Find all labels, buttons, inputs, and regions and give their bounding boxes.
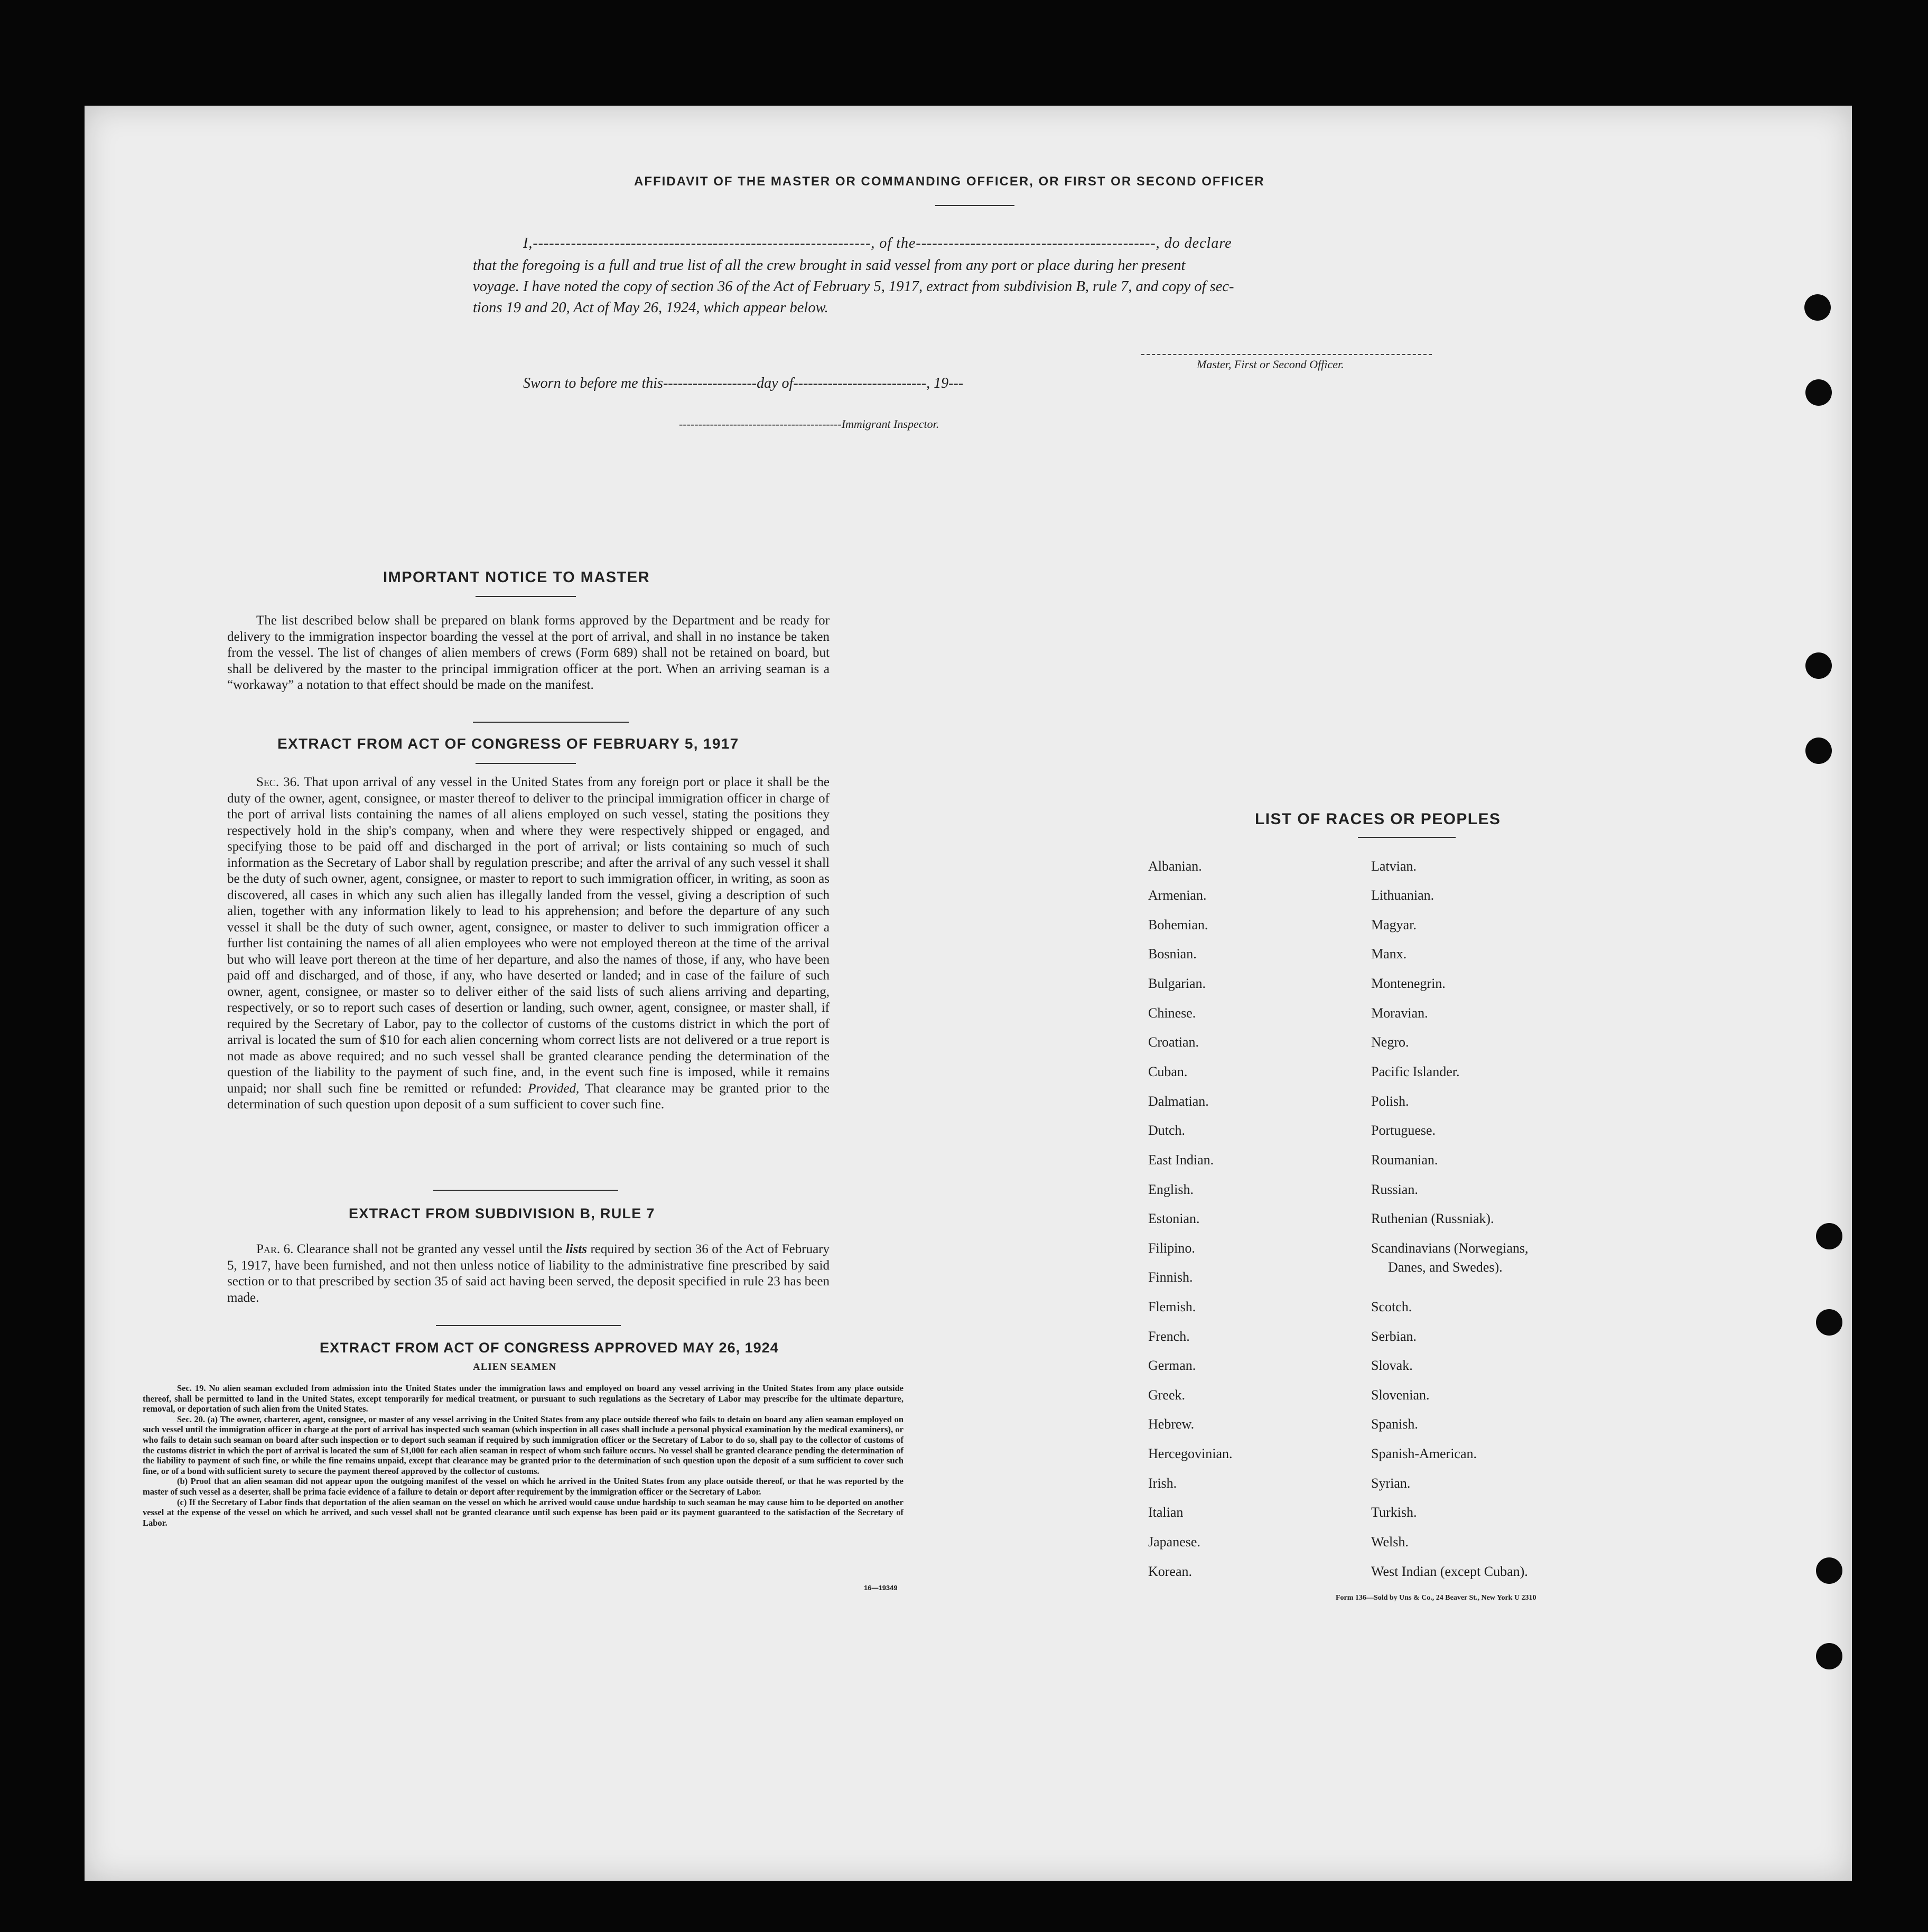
race-item: English. [1148,1182,1194,1197]
race-item: Bohemian. [1148,917,1208,932]
race-item: Ruthenian (Russniak). [1371,1211,1494,1226]
extract-1924-text: Sec. 19. No alien seaman excluded from admission into the United States under the immigration laws and employed on board any vessel arriving in the United States from any place outside thereof, shall be permitted to land in the United States, except temporarily for medical treatment, or pursuant to such regulations as the Secretary of Labor may prescribe for the ultimate departure, removal, or deportation of such alien from the United States. Sec. 20. (a) The owner, charterer, agent, consignee, or master of any vessel arriving in the United States from any place outside thereof who fails to detain on board any alien seaman employed on such vessel until the immigration officer in charge at the port of arrival has inspected such seaman (which inspection in all cases shall include a personal physical examination by the medical examiners), or who fails to detain such seaman on board after such inspection or to deport such seaman if required by such immigration officer or the Secretary of Labor to do so, shall pay to the collector of customs of the customs district in which the port of arrival is located the sum of $1,000 for each alien seaman in respect of whom such failure occurs. No vessel shall be granted clearance pending the determination of the liability to payment of such fine, or while the fine remains unpaid, except that clearance may be granted prior to the determination of such question upon the deposit of a sum sufficient to cover such fine, or of a bond with sufficient surety to secure the payment thereof approved by the collector of customs. (b) Proof that an alien seaman did not appear upon the outgoing manifest of the vessel on which he arrived in the United States from any place outside thereof, or that he was reported by the master of such vessel as a deserter, shall be prima facie evidence of a failure to detain or deport after requirement by the immigration officer or the Secretary of Labor. (c) If the Secretary of Labor finds that deportation of the alien seaman on the vessel on which he arrived would cause undue hardship to such seaman he may cause him to be deported on another vessel at the expense of the vessel on which he arrived, and such vessel shall not be granted clearance until such expense has been paid or its payment guaranteed to the satisfaction of the Secretary of Labor. [143,1383,904,1528]
master-signature-label: Master, First or Second Officer. [1197,358,1344,371]
affidavit-rule [935,205,1014,206]
race-item: Pacific Islander. [1371,1064,1460,1079]
sec-36-label: Sec. 36. [256,775,300,789]
race-item: Spanish-American. [1371,1446,1477,1461]
race-item: Magyar. [1371,917,1417,932]
race-item: Hercegovinian. [1148,1446,1233,1461]
race-item: West Indian (except Cuban). [1371,1564,1528,1579]
race-item: Manx. [1371,946,1407,962]
binder-hole [1816,1643,1842,1669]
affidavit-line-2: that the foregoing is a full and true list of all the crew brought in said vessel from any port or place during her present [473,257,1186,274]
race-item: Irish. [1148,1476,1177,1491]
extract-1917-text: Sec. 36. That upon arrival of any vessel in the United States from any foreign port or place it shall be the duty of the owner, agent, consignee, or master thereof to deliver to the principal immigration officer in charge of the port of arrival lists containing the names of all aliens employed on such vessel, stating the positions they respectively hold in the ship's company, when and where they were respectively shipped or engaged, and specifying those to be paid off and discharged in the port of arrival; or lists containing so much of such information as the Secretary of Labor shall by regulation prescribe; and after the arrival of any such vessel it shall be the duty of such owner, agent, consignee, or master to report to such immigration officer, in writing, as soon as discovered, all cases in which any such alien has illegally landed from the vessel, giving a description of such alien, together with any information likely to lead to his apprehension; and before the departure of any such vessel it shall be the duty of such owner, agent, consignee, or master to deliver to such immigration officer a further list containing the names of all alien employees who were not employed thereon at the time of the arrival but who will leave port thereon at the time of her departure, and also the names of those, if any, who have been paid off and discharged, and of those, if any, who have deserted or landed; and in case of the failure of such owner, agent, consignee, or master so to deliver either of the said lists of such aliens arriving and departing, respectively, or so to report such cases of desertion or landing, such owner, agent, consignee, or master shall, if required by the Secretary of Labor, pay to the collector of customs of the customs district in which the port of arrival is located the sum of $10 for each alien concerning whom correct lists are not delivered or a true report is not made as above required; and no such vessel shall be granted clearance pending the determination of the question of the liability to the payment of such fine, and, in the event such fine is imposed, while it remains unpaid; nor shall such fine be remitted or refunded: Provided, That clearance may be granted prior to the determination of such question upon deposit of a sum sufficient to cover such fine. [227,775,830,1112]
race-item: Dutch. [1148,1123,1186,1138]
race-item: Croatian. [1148,1034,1199,1050]
race-item: French. [1148,1329,1190,1344]
inspector-line: ------------------------------------------Immigrant Inspector. [679,417,939,431]
binder-hole [1804,294,1831,321]
race-item: Bulgarian. [1148,976,1206,991]
notice-rule [476,596,576,597]
race-item: Welsh. [1371,1534,1409,1550]
race-item: Flemish. [1148,1299,1196,1314]
race-item: Serbian. [1371,1329,1417,1344]
binder-hole [1816,1557,1842,1584]
extract-1917-rule [476,763,576,764]
notice-text: The list described below shall be prepared on blank forms approved by the Department and be ready for delivery to the immigration inspector boarding the vessel at the port of arrival, and shall in no instance be taken from the vessel. The list of changes of alien members of crews (Form 689) shall not be retained on board, but shall be delivered by the master to the principal immigration officer at the port. When an arriving seaman is a “workaway” a notation to that effect should be made on the manifest. [227,613,830,692]
race-item: Finnish. [1148,1270,1193,1285]
race-item: Portuguese. [1371,1123,1436,1138]
race-item: Syrian. [1371,1476,1411,1491]
race-item: Filipino. [1148,1240,1195,1256]
binder-hole [1805,379,1832,406]
affidavit-declare-line: I,--------------------------------------------------------------, of the--------------------------------------------, do declare [523,235,1232,251]
race-item: Estonian. [1148,1211,1200,1226]
race-item: Lithuanian. [1371,888,1435,903]
affidavit-line-4: tions 19 and 20, Act of May 26, 1924, which appear below. [473,300,828,316]
race-item: Cuban. [1148,1064,1188,1079]
race-item: Moravian. [1371,1005,1428,1021]
race-item: Latvian. [1371,858,1417,874]
affidavit-title: AFFIDAVIT OF THE MASTER OR COMMANDING OFFICER, OR FIRST OR SECOND OFFICER [634,174,1265,189]
race-item: Scandinavians (Norwegians, [1371,1240,1529,1256]
rule7-title: EXTRACT FROM SUBDIVISION B, RULE 7 [349,1206,655,1221]
race-item: Danes, and Swedes). [1388,1259,1503,1275]
race-item: Slovenian. [1371,1387,1430,1403]
extract-1924-title: EXTRACT FROM ACT OF CONGRESS APPROVED MAY 26, 1924 [320,1340,779,1356]
binder-hole [1805,652,1832,679]
race-item: Albanian. [1148,858,1202,874]
par-6-label: Par. 6. [256,1242,294,1256]
binder-hole [1816,1309,1842,1336]
race-item: Turkish. [1371,1505,1417,1520]
binder-hole [1805,738,1832,764]
race-item: Italian [1148,1505,1184,1520]
race-item: East Indian. [1148,1152,1214,1168]
race-item: Polish. [1371,1094,1409,1109]
race-item: Dalmatian. [1148,1094,1209,1109]
document-page [85,106,1852,1881]
race-item: Scotch. [1371,1299,1412,1314]
race-item: Slovak. [1371,1358,1413,1373]
rule7-text: Par. 6. Clearance shall not be granted any vessel until the lists required by section 36 of the Act of February 5, 1917, have been furnished, and not then unless notice of liability to the administrative fine prescribed by said section or to that prescribed by section 35 of said act having been served, the deposit specified in rule 23 has been made. [227,1242,830,1305]
races-title: LIST OF RACES OR PEOPLES [1255,810,1501,828]
affidavit-line-3: voyage. I have noted the copy of section 36 of the Act of February 5, 1917, extract from subdivision B, rule 7, and copy of sec- [473,278,1234,295]
section-divider [473,722,629,723]
sworn-line: Sworn to before me this-------------------day of---------------------------, 19--- [523,375,964,391]
race-item: Japanese. [1148,1534,1200,1550]
form-code: 16—19349 [864,1584,898,1592]
extract-1917-title: EXTRACT FROM ACT OF CONGRESS OF FEBRUARY 5, 1917 [277,735,739,752]
race-item: Hebrew. [1148,1416,1195,1432]
race-item: Armenian. [1148,888,1207,903]
race-item: Greek. [1148,1387,1186,1403]
binder-hole [1816,1223,1842,1249]
race-item: Bosnian. [1148,946,1197,962]
form-footer: Form 136—Sold by Uns & Co., 24 Beaver St., New York U 2310 [1336,1594,1536,1602]
race-item: Montenegrin. [1371,976,1446,991]
races-rule [1358,837,1456,838]
race-item: Russian. [1371,1182,1418,1197]
notice-title: IMPORTANT NOTICE TO MASTER [383,569,650,586]
race-item: Spanish. [1371,1416,1418,1432]
race-item: Chinese. [1148,1005,1196,1021]
section-divider [436,1325,621,1326]
race-item: Korean. [1148,1564,1193,1579]
extract-1924-subtitle: ALIEN SEAMEN [473,1361,557,1373]
section-divider [433,1190,618,1191]
master-signature-line [1141,354,1432,355]
race-item: German. [1148,1358,1196,1373]
race-item: Roumanian. [1371,1152,1438,1168]
race-item: Negro. [1371,1034,1409,1050]
